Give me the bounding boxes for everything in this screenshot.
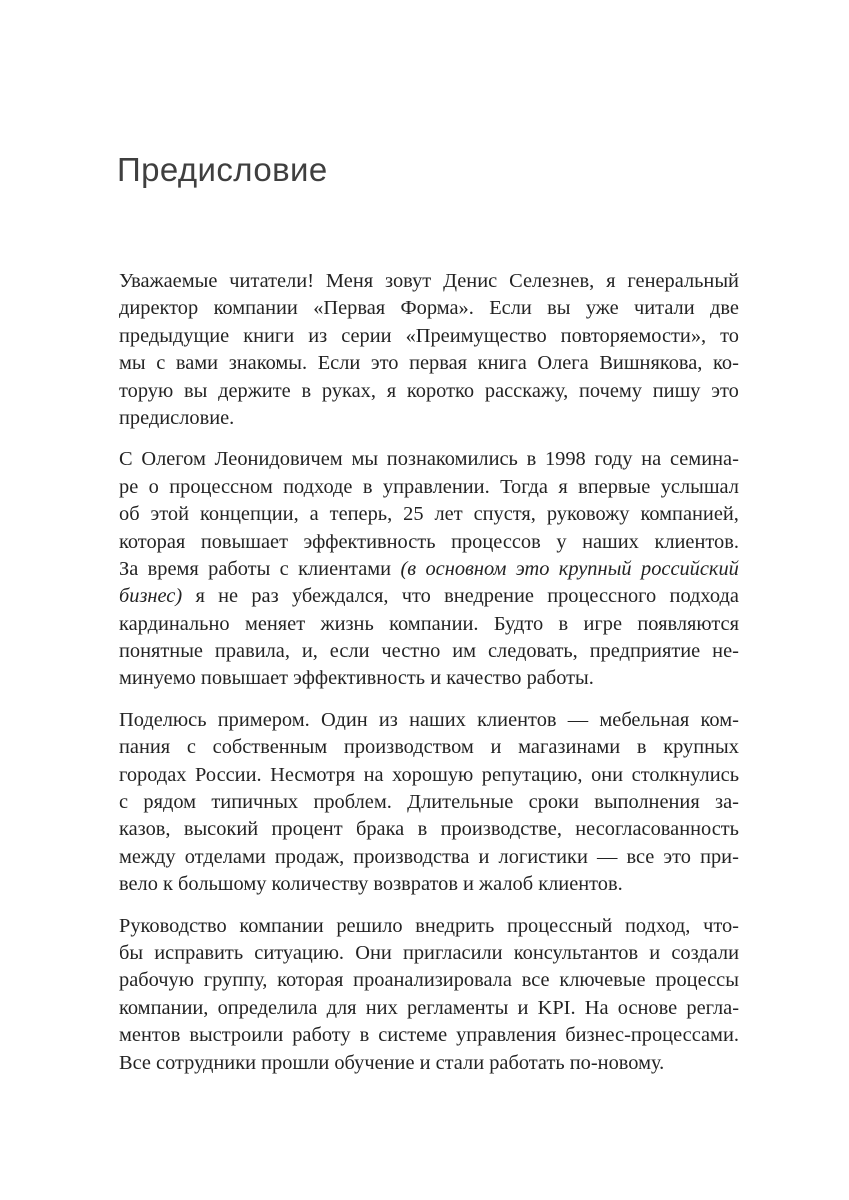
text-segment: я <box>386 379 397 402</box>
text-segment: производством <box>343 736 474 759</box>
text-segment: Олега <box>537 352 589 375</box>
text-segment: и, <box>301 640 318 663</box>
text-segment: ментов <box>119 1024 181 1047</box>
text-segment: них <box>365 996 398 1019</box>
text-segment: меняет <box>244 612 306 635</box>
text-segment: в <box>359 1024 370 1047</box>
text-segment: брака <box>355 818 405 841</box>
text-segment: вами <box>175 352 219 375</box>
text-segment: работу <box>292 1024 351 1047</box>
paragraph <box>119 913 739 1077</box>
text-segment: руковожу <box>546 503 630 526</box>
text-segment: которая <box>277 969 344 992</box>
text-segment: компании <box>213 297 298 320</box>
text-segment: Олегом <box>141 448 206 471</box>
text-segment: генеральный <box>627 270 739 292</box>
text-segment: понятные <box>119 640 203 663</box>
text-segment: рядом <box>143 791 197 814</box>
text-segment: Если <box>317 352 361 375</box>
text-segment: о <box>148 475 159 498</box>
text-segment: создали <box>671 941 739 964</box>
text-segment: теперь, <box>329 503 393 526</box>
text-segment: Тогда <box>500 475 548 498</box>
text-segment: работы <box>208 557 271 580</box>
text-segment: из <box>308 324 328 347</box>
text-segment: Леонидовичем <box>214 448 343 471</box>
text-segment: вы <box>183 379 208 402</box>
text-segment: в <box>417 818 428 841</box>
text-segment: ком- <box>700 708 739 731</box>
text-segment: Селезнев, <box>509 270 595 292</box>
text-segment: эффективность <box>303 530 436 553</box>
text-segment: «Первая <box>313 297 386 320</box>
text-segment: раз <box>251 585 279 608</box>
text-segment: Если <box>489 297 532 320</box>
text-line <box>119 638 739 665</box>
text-segment: компании. <box>389 612 479 635</box>
text-line <box>119 844 739 871</box>
text-segment: — <box>596 845 618 868</box>
text-line <box>119 789 739 816</box>
text-segment: Форма». <box>400 297 474 320</box>
text-segment: На <box>584 996 609 1019</box>
text-segment: повышает <box>200 530 288 553</box>
text-line <box>119 268 739 295</box>
text-segment: основе <box>617 996 678 1019</box>
text-segment: книги <box>243 324 295 347</box>
text-line <box>119 816 739 843</box>
text-segment: время <box>147 557 199 580</box>
text-segment: это <box>711 379 739 402</box>
text-line <box>119 501 739 528</box>
text-line <box>119 405 739 432</box>
text-segment: на <box>641 448 662 471</box>
text-segment: высокий <box>183 818 259 841</box>
text-segment: а <box>309 503 319 526</box>
text-segment: этой <box>150 503 190 526</box>
text-line <box>119 611 739 638</box>
text-segment: Вишнякова, <box>599 352 703 375</box>
text-segment: бы <box>119 941 144 964</box>
italic-text: российский <box>641 557 739 580</box>
text-segment: держите <box>218 379 291 402</box>
text-segment: регла- <box>686 996 739 1019</box>
text-segment: России. <box>195 763 262 786</box>
text-line <box>119 474 739 501</box>
text-segment: году <box>594 448 633 471</box>
text-segment: убеждался, <box>291 585 389 608</box>
text-segment: группу, <box>203 969 268 992</box>
text-segment: почему <box>579 379 642 402</box>
text-segment: они <box>591 763 624 786</box>
italic-text: крупный <box>558 557 632 580</box>
text-segment: типичных <box>211 791 299 814</box>
text-segment: мы <box>351 448 379 471</box>
text-segment: мебельная <box>599 708 690 731</box>
text-segment: я <box>195 585 205 608</box>
text-segment: выполнения <box>594 791 700 814</box>
text-segment: проанализировала <box>353 969 512 992</box>
text-line <box>119 871 739 898</box>
text-segment: управления <box>456 1024 557 1047</box>
text-line <box>119 940 739 967</box>
text-segment: вы <box>547 297 571 320</box>
text-segment: с <box>119 791 129 814</box>
text-segment: на <box>363 763 384 786</box>
text-segment: проблем. <box>313 791 392 814</box>
text-segment: книга <box>477 352 527 375</box>
text-segment: логистики <box>498 845 588 868</box>
text-segment: минуемо повышает эффективность и качество работы. <box>119 667 594 690</box>
text-segment: концепции, <box>200 503 299 526</box>
text-segment: хорошую <box>392 763 474 786</box>
text-segment: управлении. <box>382 475 490 498</box>
paragraph <box>119 446 739 693</box>
text-segment: это <box>370 352 399 375</box>
text-segment: с <box>186 736 196 759</box>
text-segment: примером. <box>217 708 310 731</box>
text-segment: следовать, <box>487 640 578 663</box>
text-segment: кардинально <box>119 612 230 635</box>
text-segment: это <box>663 845 691 868</box>
text-segment: наших <box>582 530 639 553</box>
text-segment: клиентов <box>477 708 557 731</box>
text-segment: я <box>558 475 568 498</box>
text-segment: крупных <box>663 736 739 759</box>
text-segment: которая <box>119 530 186 553</box>
text-segment: и <box>649 941 661 964</box>
text-segment: предприятие <box>589 640 701 663</box>
text-segment: что <box>401 585 431 608</box>
page-title: Предисловие <box>117 151 328 188</box>
paragraph <box>119 707 739 899</box>
text-line <box>119 913 739 940</box>
text-line <box>119 583 739 610</box>
text-segment: торую <box>119 379 174 402</box>
text-segment: Они <box>355 941 392 964</box>
text-segment: что- <box>703 914 739 937</box>
text-segment: у <box>556 530 567 553</box>
text-segment: клиентами <box>298 557 392 580</box>
text-segment: правила, <box>214 640 290 663</box>
text-segment: подхода <box>669 585 739 608</box>
text-segment: За <box>119 557 139 580</box>
text-segment: в <box>558 612 569 635</box>
text-segment: Длительные <box>407 791 514 814</box>
text-segment: подходе <box>283 475 353 498</box>
text-segment: мы <box>119 352 146 375</box>
text-segment: С <box>119 448 133 471</box>
text-segment: бизнес-процессами. <box>565 1024 739 1047</box>
text-segment: внедрение <box>444 585 534 608</box>
text-segment: читатели! <box>229 270 314 292</box>
text-segment: первая <box>409 352 468 375</box>
text-segment: процессный <box>506 914 613 937</box>
text-segment: отделами <box>184 845 266 868</box>
text-segment: и <box>517 996 529 1019</box>
text-segment: 1998 <box>544 448 586 471</box>
text-segment: Руководство <box>119 914 227 937</box>
text-line <box>119 529 739 556</box>
text-segment: Несмотря <box>270 763 356 786</box>
text-segment: две <box>710 297 739 320</box>
text-segment: внедрить <box>415 914 495 937</box>
text-segment: сроки <box>528 791 579 814</box>
text-segment: Будто <box>493 612 544 635</box>
text-segment: если <box>329 640 370 663</box>
text-segment: Поделюсь <box>119 708 207 731</box>
text-segment: все <box>626 845 655 868</box>
text-segment: в <box>526 448 537 471</box>
text-segment: для <box>326 996 357 1019</box>
text-segment: Денис <box>443 270 498 292</box>
text-segment: пригласили <box>402 941 503 964</box>
text-line <box>119 556 739 583</box>
text-segment: лет <box>434 503 463 526</box>
text-line <box>119 323 739 350</box>
text-segment: то <box>720 324 739 347</box>
text-segment: все <box>521 969 550 992</box>
text-segment: не- <box>712 640 739 663</box>
text-segment: услышал <box>660 475 739 498</box>
text-segment: в <box>301 379 312 402</box>
italic-text: основном <box>425 557 507 580</box>
text-segment: в <box>362 475 373 498</box>
text-line <box>119 446 739 473</box>
text-segment: повторяемости», <box>560 324 707 347</box>
text-segment: между <box>119 845 176 868</box>
text-segment: предисловие. <box>119 406 235 429</box>
text-segment: ситуацию. <box>254 941 345 964</box>
text-segment: предыдущие <box>119 324 230 347</box>
text-segment: «Преимущество <box>405 324 547 347</box>
text-segment: 25 <box>403 503 424 526</box>
text-segment: пишу <box>652 379 701 402</box>
text-line <box>119 378 739 405</box>
text-segment: семина- <box>669 448 739 471</box>
text-segment: появляются <box>637 612 739 635</box>
text-segment: ре <box>119 475 139 498</box>
text-segment: производства <box>353 845 470 868</box>
text-segment: зовут <box>385 270 432 292</box>
text-segment: серии <box>341 324 392 347</box>
text-segment: жизнь <box>320 612 374 635</box>
text-segment: рабочую <box>119 969 194 992</box>
text-segment: решило <box>336 914 403 937</box>
text-segment: игре <box>583 612 623 635</box>
text-segment: читали <box>634 297 695 320</box>
text-segment: компании, <box>119 996 209 1019</box>
text-segment: с <box>279 557 289 580</box>
text-segment: руках, <box>321 379 376 402</box>
body-text <box>119 268 739 1091</box>
text-segment: регламенты <box>407 996 509 1019</box>
text-segment: процессов <box>451 530 541 553</box>
text-segment: магазинами <box>518 736 621 759</box>
text-line <box>119 1022 739 1049</box>
text-segment: KPI. <box>537 996 576 1019</box>
text-segment: Все сотрудники прошли обучение и стали работать по-новому. <box>119 1051 665 1074</box>
italic-text: это <box>515 557 550 580</box>
text-line <box>119 295 739 322</box>
text-segment: продаж, <box>274 845 345 868</box>
text-segment: расскажу, <box>484 379 569 402</box>
text-segment: ключевые <box>559 969 646 992</box>
text-segment: об <box>119 503 140 526</box>
text-segment: консультантов <box>513 941 639 964</box>
text-segment: не <box>218 585 239 608</box>
text-line <box>119 707 739 734</box>
text-line <box>119 967 739 994</box>
text-line <box>119 762 739 789</box>
text-segment: уже <box>585 297 619 320</box>
text-segment: при- <box>700 845 739 868</box>
text-segment: компанией, <box>640 503 739 526</box>
text-segment: клиентов. <box>654 530 739 553</box>
text-segment: процессного <box>547 585 657 608</box>
text-segment: производстве, <box>440 818 562 841</box>
text-segment: впервые <box>578 475 651 498</box>
text-segment: им <box>452 640 477 663</box>
text-segment: коротко <box>406 379 475 402</box>
text-segment: процессы <box>655 969 739 992</box>
text-segment: честно <box>381 640 441 663</box>
text-segment: системе <box>378 1024 448 1047</box>
text-segment: познакомились <box>386 448 518 471</box>
text-segment: — <box>567 708 589 731</box>
text-segment: определила <box>217 996 318 1019</box>
text-segment: с <box>156 352 166 375</box>
text-segment: знакомы. <box>228 352 308 375</box>
text-segment: я <box>606 270 616 292</box>
text-segment: собственным <box>212 736 328 759</box>
text-segment: спустя, <box>473 503 536 526</box>
text-segment: Уважаемые <box>119 270 218 292</box>
text-segment: ко- <box>713 352 739 375</box>
text-segment: наших <box>409 708 466 731</box>
text-segment: процент <box>271 818 343 841</box>
text-line <box>119 1050 739 1077</box>
italic-text: (в <box>400 557 417 580</box>
text-segment: репутацию, <box>481 763 583 786</box>
text-segment: Меня <box>325 270 374 292</box>
text-line <box>119 665 739 692</box>
text-segment: исправить <box>154 941 244 964</box>
text-line <box>119 350 739 377</box>
text-segment: подход, <box>625 914 691 937</box>
text-line <box>119 734 739 761</box>
text-segment: пания <box>119 736 171 759</box>
italic-text: бизнес) <box>119 585 183 608</box>
text-segment: выстроили <box>189 1024 284 1047</box>
text-segment: из <box>378 708 398 731</box>
text-segment: компании <box>239 914 324 937</box>
text-segment: процессном <box>169 475 273 498</box>
text-segment: казов, <box>119 818 171 841</box>
text-segment: столкнулись <box>631 763 739 786</box>
text-segment: несогласованность <box>575 818 739 841</box>
text-segment: городах <box>119 763 187 786</box>
text-segment: и <box>478 845 490 868</box>
text-segment: в <box>636 736 647 759</box>
text-segment: директор <box>119 297 199 320</box>
text-line <box>119 995 739 1022</box>
text-segment: Один <box>320 708 368 731</box>
paragraph <box>119 268 739 432</box>
text-segment: вело к большому количеству возвратов и жалоб клиентов. <box>119 873 623 896</box>
text-segment: за- <box>715 791 739 814</box>
text-segment: и <box>490 736 502 759</box>
